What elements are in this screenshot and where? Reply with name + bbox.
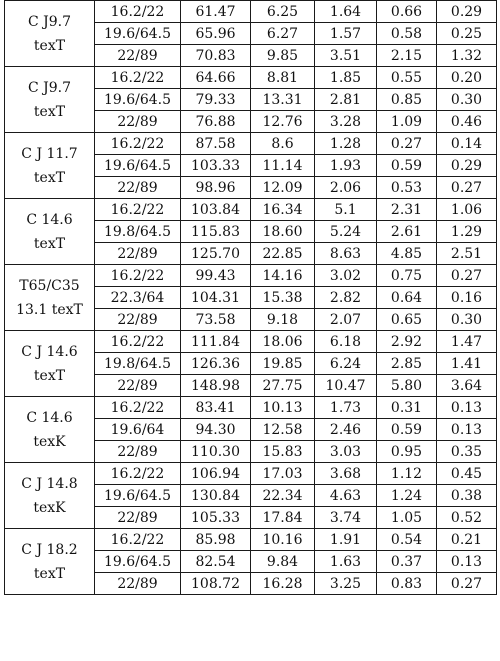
condition-cell: 19.6/64.5 bbox=[95, 551, 181, 573]
value-cell: 0.27 bbox=[437, 573, 497, 595]
table-row bbox=[5, 133, 497, 155]
value-cell: 115.83 bbox=[181, 221, 251, 243]
value-cell: 1.85 bbox=[315, 67, 377, 89]
condition-cell: 22/89 bbox=[95, 177, 181, 199]
condition-cell: 16.2/22 bbox=[95, 133, 181, 155]
value-cell: 2.46 bbox=[315, 419, 377, 441]
condition-cell: 22/89 bbox=[95, 573, 181, 595]
value-cell: 73.58 bbox=[181, 309, 251, 331]
value-cell: 3.03 bbox=[315, 441, 377, 463]
value-cell: 14.16 bbox=[251, 265, 315, 287]
value-cell: 1.28 bbox=[315, 133, 377, 155]
value-cell: 0.31 bbox=[377, 397, 437, 419]
value-cell: 3.25 bbox=[315, 573, 377, 595]
value-cell: 70.83 bbox=[181, 45, 251, 67]
value-cell: 104.31 bbox=[181, 287, 251, 309]
sample-label-cell bbox=[5, 133, 95, 199]
condition-cell: 22/89 bbox=[95, 243, 181, 265]
value-cell: 13.31 bbox=[251, 89, 315, 111]
sample-label-line: C J 11.7 bbox=[21, 145, 78, 162]
value-cell: 0.35 bbox=[437, 441, 497, 463]
value-cell: 0.21 bbox=[437, 529, 497, 551]
value-cell: 0.75 bbox=[377, 265, 437, 287]
value-cell: 148.98 bbox=[181, 375, 251, 397]
value-cell: 85.98 bbox=[181, 529, 251, 551]
value-cell: 1.93 bbox=[315, 155, 377, 177]
condition-cell: 16.2/22 bbox=[95, 67, 181, 89]
value-cell: 0.27 bbox=[437, 177, 497, 199]
value-cell: 10.47 bbox=[315, 375, 377, 397]
value-cell: 0.30 bbox=[437, 309, 497, 331]
sample-label-line: 13.1 texT bbox=[16, 301, 83, 318]
value-cell: 0.65 bbox=[377, 309, 437, 331]
value-cell: 17.03 bbox=[251, 463, 315, 485]
value-cell: 12.09 bbox=[251, 177, 315, 199]
condition-cell: 16.2/22 bbox=[95, 397, 181, 419]
condition-cell: 22/89 bbox=[95, 375, 181, 397]
value-cell: 110.30 bbox=[181, 441, 251, 463]
condition-cell: 22/89 bbox=[95, 507, 181, 529]
value-cell: 22.34 bbox=[251, 485, 315, 507]
value-cell: 0.38 bbox=[437, 485, 497, 507]
value-cell: 1.73 bbox=[315, 397, 377, 419]
condition-cell: 22/89 bbox=[95, 309, 181, 331]
value-cell: 8.63 bbox=[315, 243, 377, 265]
sample-label-line: texT bbox=[33, 169, 66, 186]
value-cell: 61.47 bbox=[181, 1, 251, 23]
value-cell: 0.83 bbox=[377, 573, 437, 595]
value-cell: 99.43 bbox=[181, 265, 251, 287]
sample-label-line: texT bbox=[33, 37, 66, 54]
value-cell: 16.34 bbox=[251, 199, 315, 221]
sample-label-cell bbox=[5, 397, 95, 463]
value-cell: 2.51 bbox=[437, 243, 497, 265]
value-cell: 2.85 bbox=[377, 353, 437, 375]
value-cell: 19.85 bbox=[251, 353, 315, 375]
value-cell: 9.18 bbox=[251, 309, 315, 331]
value-cell: 98.96 bbox=[181, 177, 251, 199]
condition-cell: 22/89 bbox=[95, 45, 181, 67]
sample-label-line: texT bbox=[33, 565, 66, 582]
value-cell: 0.30 bbox=[437, 89, 497, 111]
condition-cell: 19.6/64.5 bbox=[95, 155, 181, 177]
value-cell: 3.74 bbox=[315, 507, 377, 529]
value-cell: 15.38 bbox=[251, 287, 315, 309]
value-cell: 9.84 bbox=[251, 551, 315, 573]
value-cell: 2.92 bbox=[377, 331, 437, 353]
value-cell: 111.84 bbox=[181, 331, 251, 353]
value-cell: 6.24 bbox=[315, 353, 377, 375]
value-cell: 0.85 bbox=[377, 89, 437, 111]
sample-label-cell bbox=[5, 331, 95, 397]
value-cell: 0.59 bbox=[377, 155, 437, 177]
value-cell: 3.02 bbox=[315, 265, 377, 287]
value-cell: 16.28 bbox=[251, 573, 315, 595]
sample-label-line: C J 14.6 bbox=[21, 343, 78, 360]
sample-label-cell bbox=[5, 67, 95, 133]
value-cell: 0.29 bbox=[437, 1, 497, 23]
table-row bbox=[5, 529, 497, 551]
value-cell: 1.91 bbox=[315, 529, 377, 551]
value-cell: 18.60 bbox=[251, 221, 315, 243]
table-body bbox=[5, 1, 497, 595]
value-cell: 2.07 bbox=[315, 309, 377, 331]
sample-label-line: texT bbox=[33, 103, 66, 120]
value-cell: 1.63 bbox=[315, 551, 377, 573]
sample-label-line: texK bbox=[33, 433, 66, 450]
value-cell: 6.27 bbox=[251, 23, 315, 45]
value-cell: 0.16 bbox=[437, 287, 497, 309]
value-cell: 2.82 bbox=[315, 287, 377, 309]
value-cell: 1.32 bbox=[437, 45, 497, 67]
table-row bbox=[5, 463, 497, 485]
condition-cell: 19.6/64 bbox=[95, 419, 181, 441]
value-cell: 1.12 bbox=[377, 463, 437, 485]
value-cell: 0.54 bbox=[377, 529, 437, 551]
value-cell: 22.85 bbox=[251, 243, 315, 265]
sample-label-cell bbox=[5, 265, 95, 331]
value-cell: 1.09 bbox=[377, 111, 437, 133]
table-row bbox=[5, 67, 497, 89]
value-cell: 2.15 bbox=[377, 45, 437, 67]
value-cell: 0.53 bbox=[377, 177, 437, 199]
condition-cell: 22/89 bbox=[95, 111, 181, 133]
value-cell: 0.13 bbox=[437, 397, 497, 419]
sample-label-line: C 14.6 bbox=[26, 211, 73, 228]
condition-cell: 16.2/22 bbox=[95, 529, 181, 551]
value-cell: 10.13 bbox=[251, 397, 315, 419]
value-cell: 126.36 bbox=[181, 353, 251, 375]
value-cell: 76.88 bbox=[181, 111, 251, 133]
condition-cell: 16.2/22 bbox=[95, 331, 181, 353]
condition-cell: 22/89 bbox=[95, 441, 181, 463]
value-cell: 0.59 bbox=[377, 419, 437, 441]
value-cell: 12.76 bbox=[251, 111, 315, 133]
sample-label-line: texK bbox=[33, 499, 66, 516]
value-cell: 0.20 bbox=[437, 67, 497, 89]
value-cell: 15.83 bbox=[251, 441, 315, 463]
value-cell: 3.68 bbox=[315, 463, 377, 485]
sample-label-cell bbox=[5, 529, 95, 595]
value-cell: 27.75 bbox=[251, 375, 315, 397]
value-cell: 4.63 bbox=[315, 485, 377, 507]
value-cell: 94.30 bbox=[181, 419, 251, 441]
value-cell: 1.06 bbox=[437, 199, 497, 221]
value-cell: 105.33 bbox=[181, 507, 251, 529]
condition-cell: 19.6/64.5 bbox=[95, 23, 181, 45]
condition-cell: 19.6/64.5 bbox=[95, 89, 181, 111]
condition-cell: 19.8/64.5 bbox=[95, 221, 181, 243]
value-cell: 5.1 bbox=[315, 199, 377, 221]
value-cell: 18.06 bbox=[251, 331, 315, 353]
condition-cell: 16.2/22 bbox=[95, 1, 181, 23]
value-cell: 17.84 bbox=[251, 507, 315, 529]
value-cell: 82.54 bbox=[181, 551, 251, 573]
value-cell: 0.37 bbox=[377, 551, 437, 573]
value-cell: 0.95 bbox=[377, 441, 437, 463]
value-cell: 87.58 bbox=[181, 133, 251, 155]
value-cell: 6.18 bbox=[315, 331, 377, 353]
table-row bbox=[5, 199, 497, 221]
value-cell: 1.05 bbox=[377, 507, 437, 529]
value-cell: 106.94 bbox=[181, 463, 251, 485]
value-cell: 0.58 bbox=[377, 23, 437, 45]
value-cell: 0.55 bbox=[377, 67, 437, 89]
value-cell: 79.33 bbox=[181, 89, 251, 111]
value-cell: 2.81 bbox=[315, 89, 377, 111]
value-cell: 83.41 bbox=[181, 397, 251, 419]
condition-cell: 19.6/64.5 bbox=[95, 485, 181, 507]
value-cell: 103.33 bbox=[181, 155, 251, 177]
value-cell: 0.66 bbox=[377, 1, 437, 23]
data-table-sheet bbox=[4, 0, 496, 595]
condition-cell: 16.2/22 bbox=[95, 265, 181, 287]
value-cell: 0.27 bbox=[437, 265, 497, 287]
sample-label-cell bbox=[5, 1, 95, 67]
sample-label-line: texT bbox=[33, 367, 66, 384]
measurement-table bbox=[4, 0, 497, 595]
table-row bbox=[5, 265, 497, 287]
sample-label-cell bbox=[5, 199, 95, 265]
value-cell: 1.24 bbox=[377, 485, 437, 507]
value-cell: 8.81 bbox=[251, 67, 315, 89]
value-cell: 0.29 bbox=[437, 155, 497, 177]
value-cell: 2.61 bbox=[377, 221, 437, 243]
value-cell: 11.14 bbox=[251, 155, 315, 177]
sample-label-line: C J 18.2 bbox=[21, 541, 78, 558]
table-row bbox=[5, 331, 497, 353]
value-cell: 0.46 bbox=[437, 111, 497, 133]
value-cell: 4.85 bbox=[377, 243, 437, 265]
condition-cell: 19.8/64.5 bbox=[95, 353, 181, 375]
value-cell: 0.25 bbox=[437, 23, 497, 45]
value-cell: 0.64 bbox=[377, 287, 437, 309]
condition-cell: 16.2/22 bbox=[95, 199, 181, 221]
value-cell: 0.27 bbox=[377, 133, 437, 155]
sample-label-line: C 14.6 bbox=[26, 409, 73, 426]
value-cell: 108.72 bbox=[181, 573, 251, 595]
value-cell: 0.13 bbox=[437, 551, 497, 573]
condition-cell: 22.3/64 bbox=[95, 287, 181, 309]
table-row bbox=[5, 1, 497, 23]
value-cell: 3.51 bbox=[315, 45, 377, 67]
value-cell: 130.84 bbox=[181, 485, 251, 507]
value-cell: 1.57 bbox=[315, 23, 377, 45]
value-cell: 8.6 bbox=[251, 133, 315, 155]
value-cell: 9.85 bbox=[251, 45, 315, 67]
sample-label-cell bbox=[5, 463, 95, 529]
table-row bbox=[5, 397, 497, 419]
value-cell: 0.13 bbox=[437, 419, 497, 441]
value-cell: 3.64 bbox=[437, 375, 497, 397]
sample-label-line: C J 14.8 bbox=[21, 475, 78, 492]
value-cell: 10.16 bbox=[251, 529, 315, 551]
sample-label-line: C J9.7 bbox=[27, 13, 72, 30]
value-cell: 1.29 bbox=[437, 221, 497, 243]
value-cell: 1.47 bbox=[437, 331, 497, 353]
value-cell: 2.31 bbox=[377, 199, 437, 221]
value-cell: 5.80 bbox=[377, 375, 437, 397]
sample-label-line: C J9.7 bbox=[27, 79, 72, 96]
value-cell: 12.58 bbox=[251, 419, 315, 441]
value-cell: 6.25 bbox=[251, 1, 315, 23]
condition-cell: 16.2/22 bbox=[95, 463, 181, 485]
sample-label-line: T65/C35 bbox=[19, 277, 80, 294]
value-cell: 0.14 bbox=[437, 133, 497, 155]
value-cell: 65.96 bbox=[181, 23, 251, 45]
value-cell: 103.84 bbox=[181, 199, 251, 221]
value-cell: 125.70 bbox=[181, 243, 251, 265]
value-cell: 3.28 bbox=[315, 111, 377, 133]
value-cell: 5.24 bbox=[315, 221, 377, 243]
value-cell: 0.45 bbox=[437, 463, 497, 485]
value-cell: 2.06 bbox=[315, 177, 377, 199]
value-cell: 64.66 bbox=[181, 67, 251, 89]
value-cell: 1.64 bbox=[315, 1, 377, 23]
value-cell: 0.52 bbox=[437, 507, 497, 529]
value-cell: 1.41 bbox=[437, 353, 497, 375]
sample-label-line: texT bbox=[33, 235, 66, 252]
